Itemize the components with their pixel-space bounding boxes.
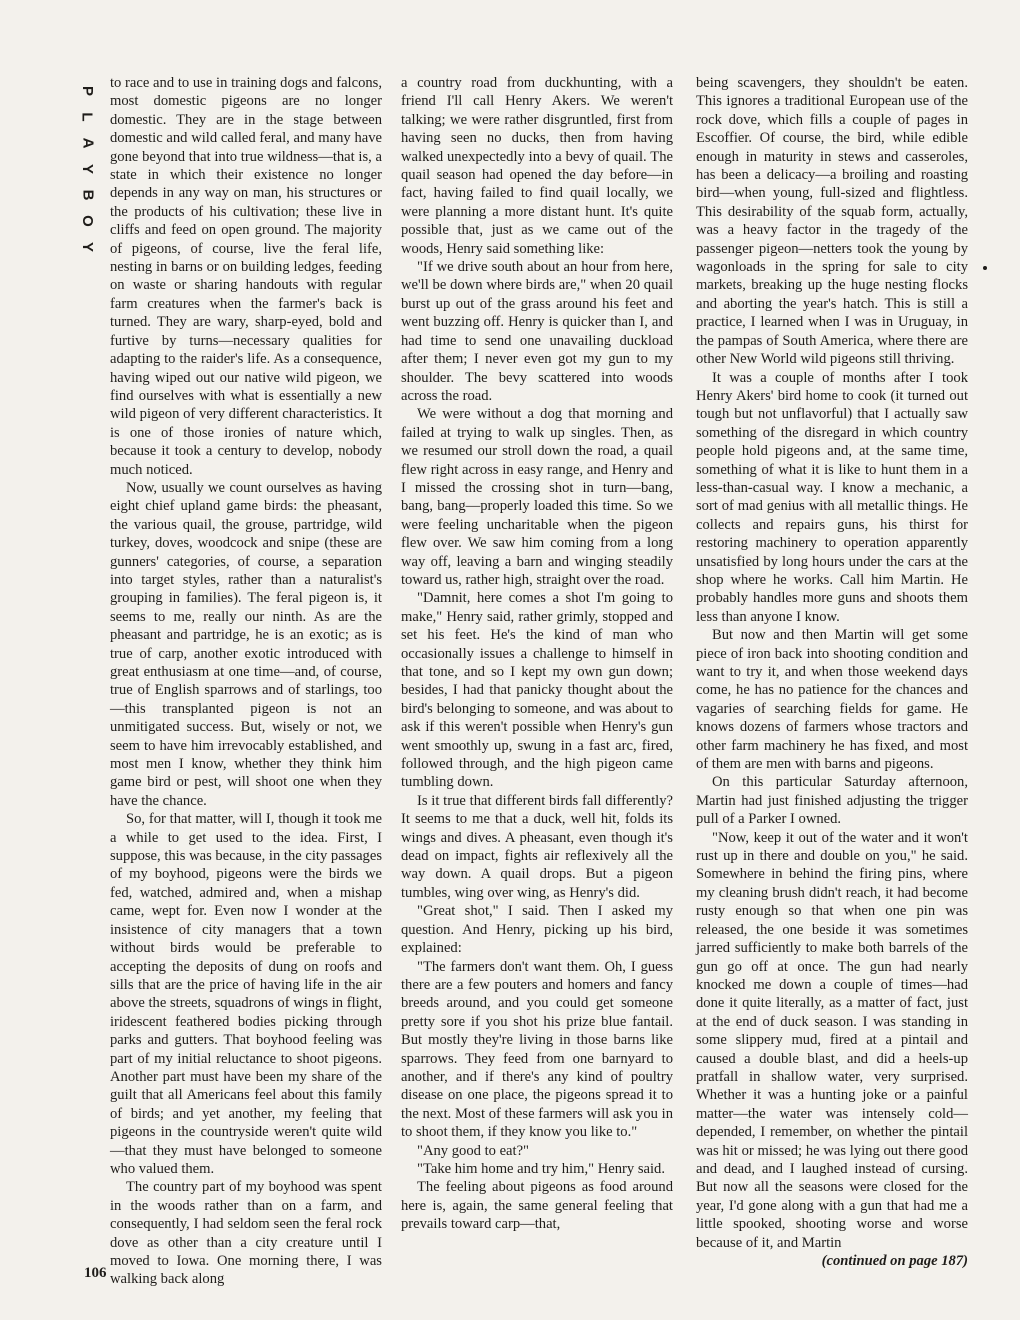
- magazine-brand-vertical: [72, 78, 102, 260]
- paragraph: Is it true that different birds fall differently? It seems to me that a duck, well hit, folds its wings and dives. A pheasant, even though it's dead on impact, fights air reflexively all the way down. A quail drops. But a pigeon tumbles, wing over wing, as Henry's did.: [401, 792, 673, 901]
- paragraph: "Take him home and try him," Henry said.: [417, 1160, 665, 1177]
- paragraph: Now, usually we count ourselves as having eight chief upland game birds: the pheasant, the various quail, the grouse, partridge, wild turkey, doves, woodcock and snipe (these are gunners' categories, of course, a separation into target styles, rather than a naturalist's grouping in families). The feral pigeon is, it seems to me, really our ninth. As are the pheasant and partridge, he is an exotic; as is true of carp, another exotic introduced with great enthusiasm at one time—and, of course, true of English sparrows and of starlings, too—this transplanted pigeon is not an unmitigated success. But, wisely or not, we seem to have him irrevocably established, and most men I know, whether they think him game bird or pest, will shoot one when they have the chance.: [110, 479, 382, 809]
- continued-notice: (continued on page 187): [821, 1253, 968, 1269]
- paragraph: to race and to use in training dogs and falcons, most domestic pigeons are no longer domestic. They are in the stage between domestic and wild called feral, and many have gone beyond that into true wildness—that is, a state in which their existence no longer depends in any way on man, his structures or the products of his cultivation; these live in cliffs and feed on open ground. The majority of pigeons, of course, live the feral life, nesting in barns or on building ledges, feeding on waste or sharing handouts with regular farm creatures when the farmer's back is turned. They are wary, sharp-eyed, bold and furtive by turns—necessary qualities for adapting to the raider's life. As a consequence, having wiped out our native wild pigeon, we find ourselves with what is essentially a new wild pigeon of very different characteristics. It is one of those ironies of nature which, because it took a century to develop, nobody much noticed.: [110, 75, 382, 478]
- paragraph: But now and then Martin will get some piece of iron back into shooting condition and want to try it, and when those weekend days come, he has no patience for the chances and vagaries of searching fields for game. He knows dozens of farmers whose tractors and other farm machinery he has fixed, and most of them are men with barns and pigeons.: [696, 627, 968, 773]
- brand-letter: Y: [78, 163, 96, 175]
- paragraph: being scavengers, they shouldn't be eaten. This ignores a traditional European use of the rock dove, which fills a couple of pages in Escoffier. Of course, the bird, while edible enough in maturity in stews and casseroles, has been a delicacy—a broiling and roasting bird—when young, full-sized and flightless. This desirability of the squab form, actually, was a heavy factor in the tragedy of the passenger pigeon—netters took the young by wagonloads in the spring for sale to city markets, breaking up the huge nesting flocks and aborting the year's hatch. This is still a practice, I learned when I was in Uruguay, in the pampas of South America, where there are other New World wild pigeons still thriving.: [696, 75, 968, 368]
- paragraph: On this particular Saturday afternoon, Martin had just finished adjusting the trigger pull of a Parker I owned.: [696, 774, 968, 828]
- brand-letter: Y: [78, 241, 96, 253]
- paragraph: So, for that matter, will I, though it took me a while to get used to the idea. First, I suppose, this was because, in the city passages of my boyhood, pigeons were the birds we fed, watched, admired and, when a mishap came, wept for. Even now I wonder at the insistence of city managers that a town without birds would be preferable to accepting the deposits of dung on roofs and sills that are the price of having life in the air above the streets, squadrons of wings in flight, iridescent feathered bodies picking through parks and gutters. That boyhood feeling was part of my initial reluctance to shoot pigeons. Another part must have been my share of the guilt that all Americans feel about this family of birds; and yet another, my feeling that pigeons in the countryside weren't quite wild—that they must have belonged to someone who valued them.: [110, 811, 382, 1177]
- paragraph: "The farmers don't want them. Oh, I guess there are a few pouters and homers and fancy breeds around, and you could get someone pretty sore if you shot his prize blue fantail. But mostly they're living in those barns like sparrows. They feed from one barnyard to another, and if there's any kind of poultry disease on one place, the pigeons spread it to the next. Most of these farmers will ask you in to shoot them, if they know you like to.": [401, 958, 673, 1141]
- paragraph: We were without a dog that morning and failed at trying to walk up singles. Then, as we resumed our stroll down the road, a quail flew right across in easy range, and Henry and I missed the crossing shot in turn—bang, bang, bang—properly loaded this time. So we were feeling uncharitable when the pigeon flew over. We saw him coming from a long way off, leaving a barn and winging steadily toward us, rather high, straight over the road.: [401, 406, 673, 588]
- brand-letter: A: [79, 137, 96, 149]
- paragraph: "Damnit, here comes a shot I'm going to make," Henry said, rather grimly, stopped and set his feet. He's the kind of man who occasionally issues a challenge to himself in that tone, and so I kept my own gun down; besides, I had that panicky thought about the bird's belonging to someone, and was about to ask if this weren't possible when Henry's gun went smoothly up, swung in a fast arc, fired, followed through, and the high pigeon came tumbling down.: [401, 590, 673, 791]
- text-column-3: [696, 74, 968, 1270]
- paragraph: "Great shot," I said. Then I asked my question. And Henry, picking up his bird, explained:: [401, 903, 673, 957]
- paragraph: The feeling about pigeons as food around here is, again, the same general feeling that prevails toward carp—that,: [401, 1179, 673, 1233]
- paragraph: "If we drive south about an hour from here, we'll be down where birds are," when 20 quail burst up out of the grass around his feet and went buzzing off. Henry is quicker than I, and had time to send one unavailing duckload after them; I never even got my gun to my shoulder. The bevy scattered into woods across the road.: [401, 259, 673, 404]
- paragraph: "Now, keep it out of the water and it won't rust up in there and double on you," he said. Somewhere in behind the firing pins, where my cleaning brush didn't reach, it had become rusty enough so that when one pin was released, the one beside it was sometimes jarred sufficiently to make both barrels of the gun go off at once. The gun had nearly knocked me down a couple of times—had done it quite literally, as a matter of fact, just at the end of duck season. I was standing in some slippery mud, fired at a pintail and caused a double blast, and did a heels-up pratfall in shallow water, very surprised. Whether it was a hunting joke or a painful matter—the water was intensely cold—depended, I remember, on whether the pintail was hit or missed; he was lying out there good and dead, and I laughed instead of cursing. But now all the seasons were closed for the year, I'd gone along with a gun that had me a little spooked, shooting worse and worse because of it, and Martin: [696, 829, 968, 1251]
- paragraph: "Any good to eat?": [417, 1142, 530, 1159]
- brand-letter: O: [78, 215, 96, 227]
- text-column-1: [110, 74, 382, 1289]
- margin-mark: [983, 266, 987, 270]
- brand-letter: L: [78, 112, 96, 122]
- paragraph: The country part of my boyhood was spent in the woods rather than on a farm, and consequently, I had seldom seen the feral rock dove as other than a city creature until I moved to Iowa. One morning there, I was walking back along: [110, 1179, 382, 1288]
- paragraph: It was a couple of months after I took Henry Akers' bird home to cook (it turned out tough but not unflavorful) that I actually saw something of the disregard in which country people hold pigeons and, at the same time, something of what it is like to hunt them in a less-than-casual way. I know a mechanic, a sort of mad genius with all metallic things. He collects and repairs guns, his thirst for restoring machinery to operation apparently unsatisfied by long hours under the cars at the shop where he works. Call him Martin. He probably handles more guns and shoots them less than anyone I know.: [696, 369, 968, 625]
- page-number: 106: [84, 1265, 107, 1281]
- brand-letter: P: [78, 85, 96, 97]
- text-column-2: [401, 74, 673, 1234]
- paragraph: a country road from duckhunting, with a friend I'll call Henry Akers. We weren't talking; we were rather disgruntled, first from having seen no ducks, then from having walked unexpectedly into a bevy of quail. The quail season had opened the day before—in fact, having failed to find quail locally, we were planning a more distant hunt. It's quite possible that, just as we came out of the woods, Henry said something like:: [401, 75, 673, 257]
- brand-letter: B: [79, 189, 96, 201]
